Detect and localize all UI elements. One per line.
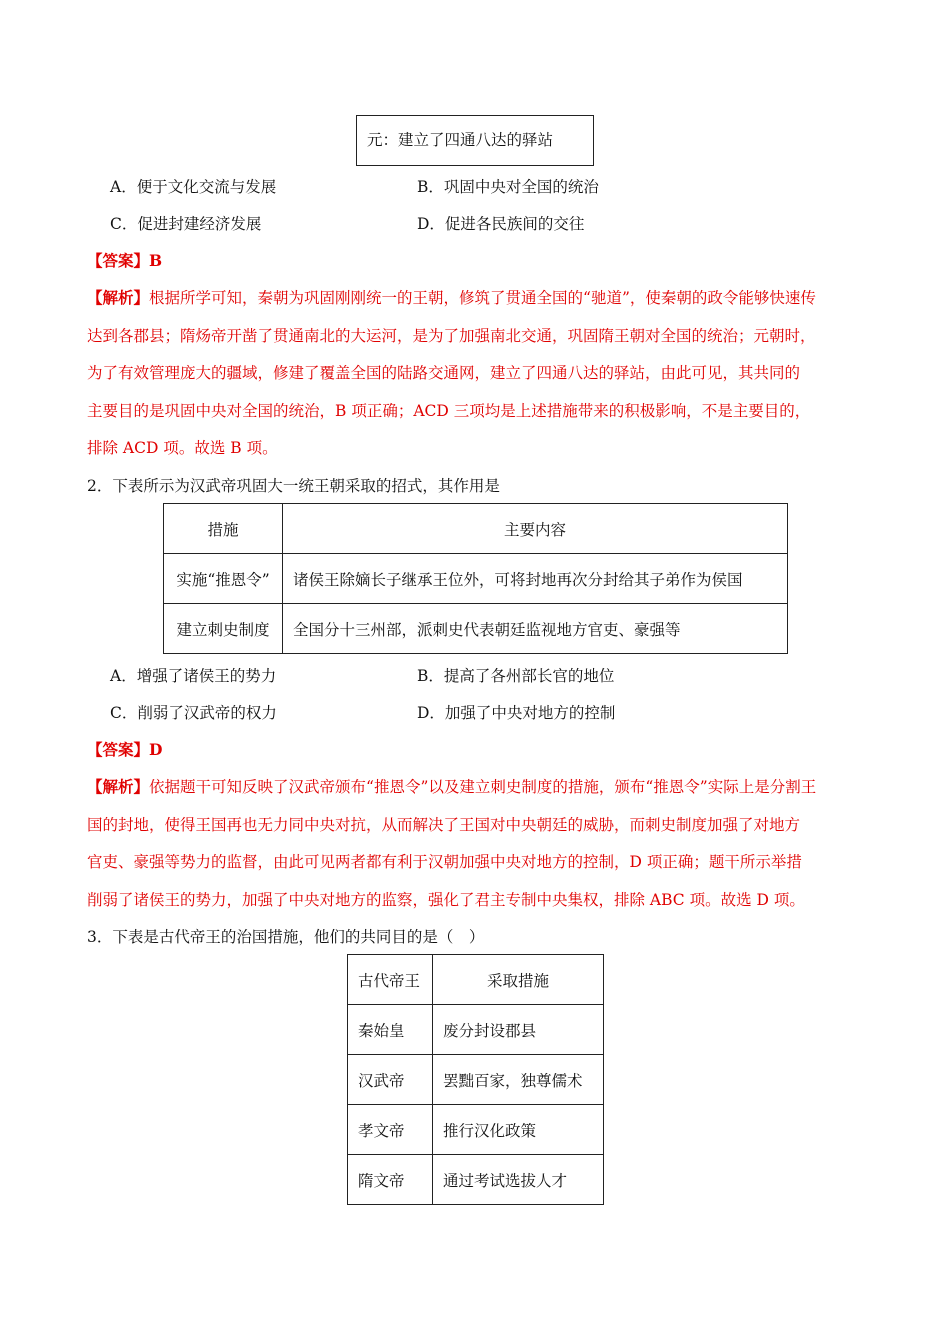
q2-analysis-line: 官吏、豪强等势力的监督，由此可见两者都有利于汉朝加强中央对地方的控制，D 项正确；题干所示举措 [87, 853, 802, 871]
table-row [348, 1005, 604, 1055]
table-cell: 实施“推恩令” [164, 554, 283, 604]
q1-analysis-line: 排除 ACD 项。故选 B 项。 [87, 439, 278, 457]
table-row [164, 554, 788, 604]
q2-option-b[interactable]: B．提高了各州部长官的地位 [417, 667, 615, 685]
q1-analysis-line: 根据所学可知，秦朝为巩固刚刚统一的王朝，修筑了贯通全国的“驰道”，使秦朝的政令能够快速传 [149, 289, 816, 307]
q2-answer-label: 【答案】 [87, 740, 150, 759]
table-cell: 秦始皇 [348, 1005, 433, 1055]
q3-stem: 3．下表是古代帝王的治国措施，他们的共同目的是（ ） [87, 928, 485, 946]
q2-table [163, 503, 788, 654]
table-cell: 汉武帝 [348, 1055, 433, 1105]
q2-analysis-line: 依据题干可知反映了汉武帝颁布“推恩令”以及建立刺史制度的措施，颁布“推恩令”实际上是分割王 [149, 778, 817, 796]
q1-source-box [356, 115, 594, 166]
q1-answer [87, 249, 162, 271]
q3-table [347, 954, 604, 1205]
table-cell: 诸侯王除嫡长子继承王位外，可将封地再次分封给其子弟作为侯国 [283, 554, 788, 604]
q2-answer [87, 738, 162, 760]
table-header-cell: 古代帝王 [348, 955, 433, 1005]
table-row [164, 604, 788, 654]
q1-answer-value: B [149, 251, 163, 270]
q1-option-b[interactable]: B．巩固中央对全国的统治 [417, 178, 599, 196]
table-cell: 建立刺史制度 [164, 604, 283, 654]
q2-analysis [87, 768, 877, 919]
table-cell: 隋文帝 [348, 1155, 433, 1205]
table-row [348, 955, 604, 1005]
q1-analysis-line: 为了有效管理庞大的疆域，修建了覆盖全国的陆路交通网，建立了四通八达的驿站，由此可见，其共同的 [87, 364, 801, 382]
table-cell: 废分封设郡县 [433, 1005, 604, 1055]
table-row [348, 1155, 604, 1205]
q1-analysis-label: 【解析】 [87, 288, 150, 307]
q2-option-d[interactable]: D．加强了中央对地方的控制 [417, 704, 616, 722]
table-cell: 通过考试选拔人才 [433, 1155, 604, 1205]
table-cell: 罢黜百家，独尊儒术 [433, 1055, 604, 1105]
table-row [348, 1105, 604, 1155]
q2-answer-value: D [149, 740, 163, 759]
q2-option-a[interactable]: A．增强了诸侯王的势力 [110, 667, 277, 685]
table-row [164, 504, 788, 554]
q2-option-c[interactable]: C．削弱了汉武帝的权力 [110, 704, 277, 722]
table-cell: 孝文帝 [348, 1105, 433, 1155]
q1-box-text: 元：建立了四通八达的驿站 [367, 131, 554, 149]
table-header-cell: 措施 [164, 504, 283, 554]
q2-analysis-label: 【解析】 [87, 777, 150, 796]
q1-option-a[interactable]: A．便于文化交流与发展 [110, 178, 277, 196]
table-cell: 推行汉化政策 [433, 1105, 604, 1155]
table-row [348, 1055, 604, 1105]
table-header-cell: 主要内容 [283, 504, 788, 554]
table-cell: 全国分十三州部，派刺史代表朝廷监视地方官吏、豪强等 [283, 604, 788, 654]
q1-option-d[interactable]: D．促进各民族间的交往 [417, 215, 585, 233]
q1-analysis-line: 主要目的是巩固中央对全国的统治，B 项正确；ACD 三项均是上述措施带来的积极影响，不是主要目的， [87, 401, 811, 420]
q1-analysis [87, 279, 877, 468]
q2-analysis-line: 国的封地，使得王国再也无力同中央对抗，从而解决了王国对中央朝廷的威胁，而刺史制度加强了对地方 [87, 815, 801, 834]
q1-option-c[interactable]: C．促进封建经济发展 [110, 215, 262, 233]
q2-analysis-line: 削弱了诸侯王的势力，加强了中央对地方的监察，强化了君主专制中央集权，排除 ABC 项。故选 D 项。 [87, 890, 805, 909]
table-header-cell: 采取措施 [433, 955, 604, 1005]
q2-stem: 2．下表所示为汉武帝巩固大一统王朝采取的招式，其作用是 [87, 477, 500, 495]
q1-analysis-line: 达到各郡县；隋炀帝开凿了贯通南北的大运河，是为了加强南北交通，巩固隋王朝对全国的统治；元朝时， [87, 326, 816, 345]
q1-answer-label: 【答案】 [87, 251, 150, 270]
